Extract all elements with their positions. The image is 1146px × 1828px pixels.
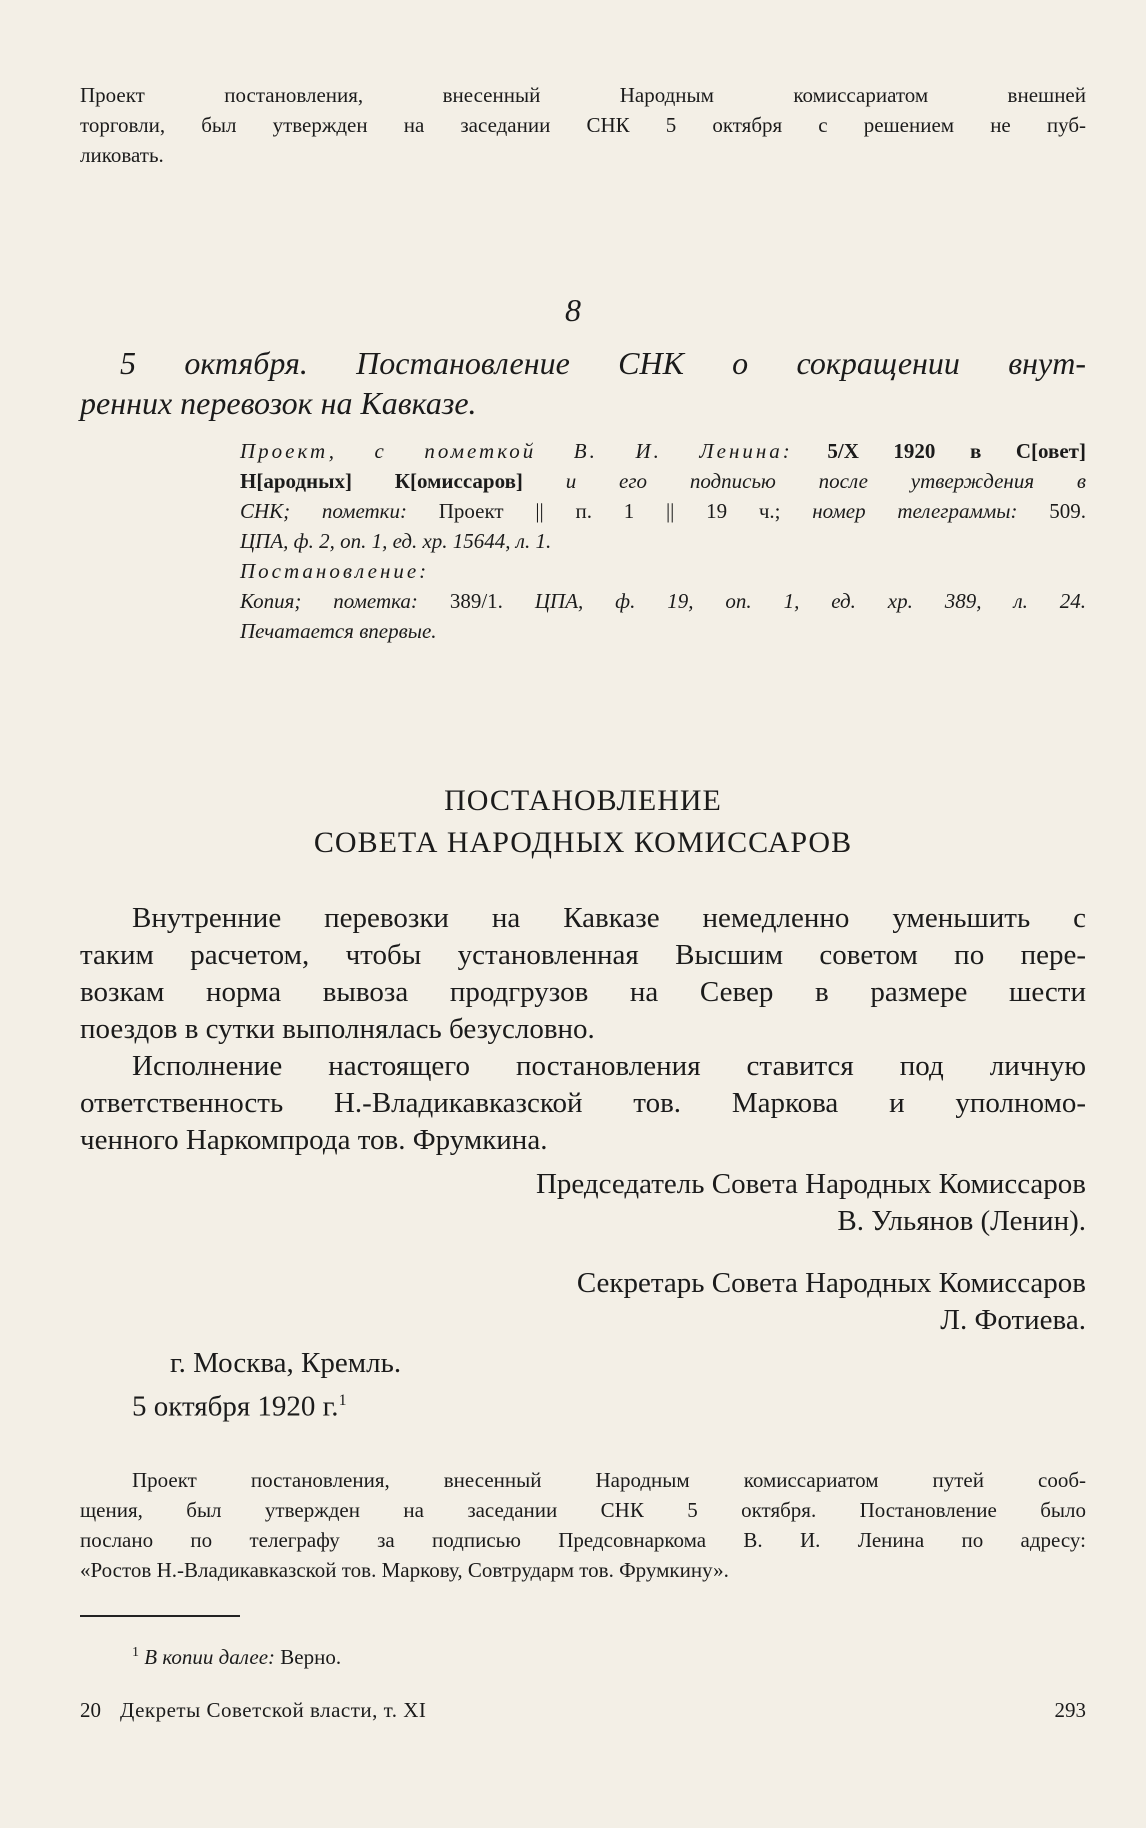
secretary-title: Секретарь Совета Народных Комиссаров xyxy=(576,1267,1086,1299)
place: г. Москва, Кремль. xyxy=(170,1347,402,1379)
archive-reference: ЦПА, ф. 19, оп. 1, ед. хр. 389, л. 24. xyxy=(534,589,1087,613)
title-line: СОВЕТА НАРОДНЫХ КОМИССАРОВ xyxy=(313,826,853,859)
bottom-note-line: Проект постановления, внесенный Народным комиссариатом путей сооб- xyxy=(132,1468,1086,1492)
source-value: 389/1. xyxy=(449,589,503,613)
top-note-line: торговли, был утвержден на заседании СНК 5 октября с решением не пуб- xyxy=(80,113,1086,137)
top-note xyxy=(80,80,1086,170)
body-line: Внутренние перевозки на Кавказе немедленно уменьшить с xyxy=(132,902,1086,934)
secretary-signature xyxy=(80,1265,1086,1339)
secretary-name: Л. Фотиева. xyxy=(940,1304,1086,1336)
source-label: СНК; пометки: xyxy=(240,499,407,523)
body-line: ченного Наркомпрода тов. Фрумкина. xyxy=(80,1124,548,1156)
body-line: поездов в сутки выполнялась безусловно. xyxy=(80,1013,595,1045)
chairman-title: Председатель Совета Народных Комиссаров xyxy=(535,1168,1086,1200)
source-label: Проект, с пометкой В. И. Ленина: xyxy=(240,439,793,463)
footnote xyxy=(132,1638,832,1672)
bottom-note xyxy=(80,1465,1086,1585)
footnote-mark: 1 xyxy=(132,1645,139,1660)
footnote-label: В копии далее: xyxy=(144,1645,276,1669)
signature-mark: 20 xyxy=(80,1698,101,1722)
source-label: Копия; пометка: xyxy=(240,589,418,613)
document-heading xyxy=(80,343,1086,423)
resolution-body xyxy=(80,900,1086,1159)
document-number: 8 xyxy=(565,292,581,328)
body-line: таким расчетом, чтобы установленная Высшим советом по пере- xyxy=(80,939,1086,971)
page-footer xyxy=(80,1695,1086,1725)
source-value: Проект || п. 1 || 19 ч.; xyxy=(438,499,781,523)
bottom-note-line: «Ростов Н.-Владикавказской тов. Маркову, Совтрударм тов. Фрумкину». xyxy=(80,1558,729,1582)
publication-note: Печатается впервые. xyxy=(240,619,437,643)
footnote-value: Верно. xyxy=(280,1645,342,1669)
source-label: Постановление: xyxy=(240,559,430,583)
source-value: 5/X 1920 в С[овет] xyxy=(827,439,1086,463)
top-note-line: Проект постановления, внесенный Народным комиссариатом внешней xyxy=(80,83,1086,107)
heading-line: ренних перевозок на Кавказе. xyxy=(80,385,477,421)
date: 5 октября 1920 г. xyxy=(132,1390,339,1423)
body-line: возкам норма вывоза продгрузов на Север в размере шести xyxy=(80,976,1086,1008)
heading-line: 5 октября. Постановление СНК о сокращении внут- xyxy=(120,345,1086,381)
archive-reference: ЦПА, ф. 2, оп. 1, ед. хр. 15644, л. 1. xyxy=(240,529,552,553)
footnote-reference: 1 xyxy=(338,1392,347,1409)
bottom-note-line: послано по телеграфу за подписью Предсовнаркома В. И. Ленина по адресу: xyxy=(80,1528,1086,1552)
footnote-divider xyxy=(80,1615,240,1617)
source-text: и его подписью после утверждения в xyxy=(565,469,1086,493)
source-value: Н[ародных] К[омиссаров] xyxy=(240,469,523,493)
page-number: 293 xyxy=(1054,1698,1086,1722)
bottom-note-line: щения, был утвержден на заседании СНК 5 октября. Постановление было xyxy=(80,1498,1086,1522)
body-line: Исполнение настоящего постановления ставится под личную xyxy=(132,1050,1086,1082)
title-line: ПОСТАНОВЛЕНИЕ xyxy=(444,784,722,817)
top-note-line: ликовать. xyxy=(80,143,164,167)
source-label: номер телеграммы: xyxy=(812,499,1018,523)
chairman-name: В. Ульянов (Ленин). xyxy=(837,1205,1086,1237)
source-notes xyxy=(240,436,1086,646)
body-line: ответственность Н.-Владикавказской тов. Маркова и уполномо- xyxy=(80,1087,1086,1119)
source-value: 509. xyxy=(1049,499,1087,523)
resolution-title xyxy=(80,780,1086,864)
place-date xyxy=(132,1345,732,1426)
chairman-signature xyxy=(80,1166,1086,1240)
book-title: Декреты Советской власти, т. XI xyxy=(120,1698,427,1722)
